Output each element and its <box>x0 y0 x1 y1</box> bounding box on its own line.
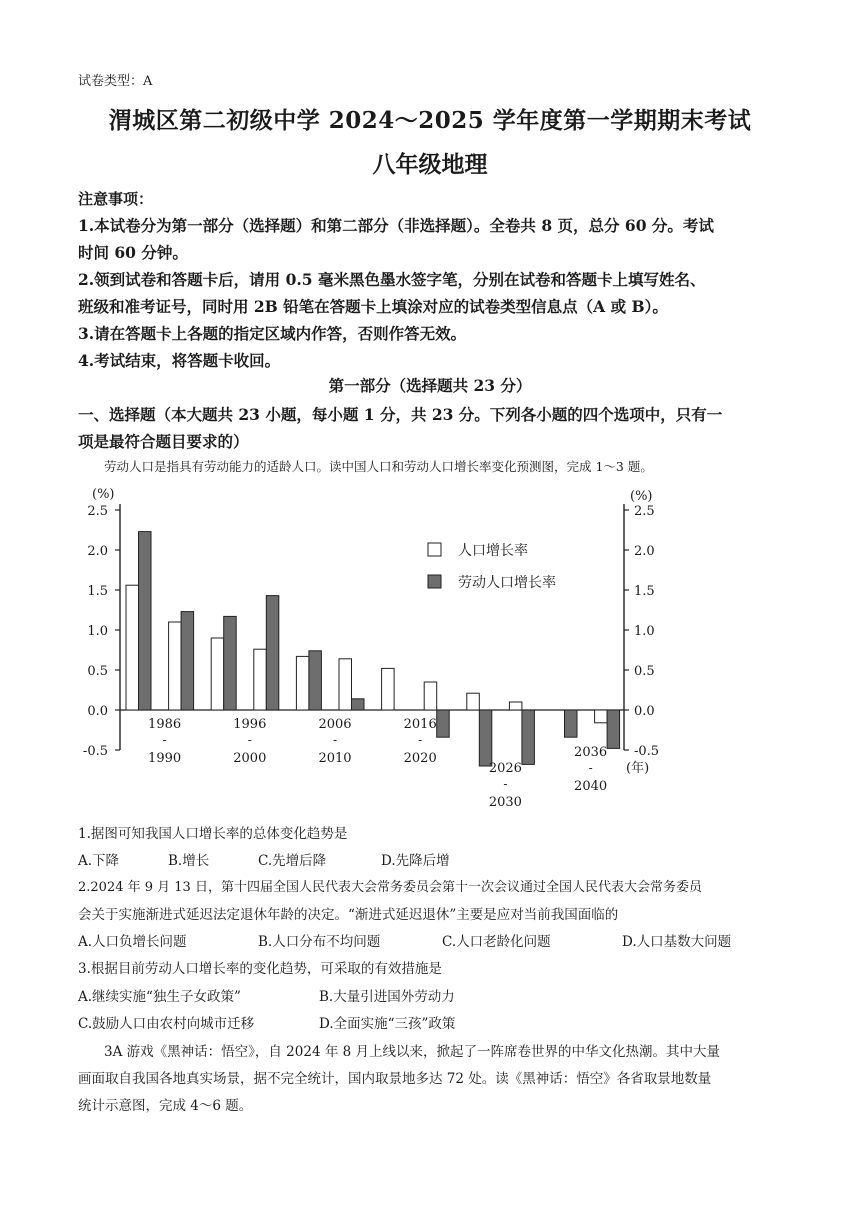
bar-labor-growth <box>224 616 237 710</box>
y-tick-label-left: 0.0 <box>87 704 108 719</box>
section-heading: 项是最符合题目要求的） <box>78 432 249 451</box>
x-tick-label-dash: - <box>247 733 252 747</box>
x-tick-label-start: 2036 <box>574 745 608 760</box>
chart-intro: 劳动人口是指具有劳动能力的适龄人口。读中国人口和劳动人口增长率变化预测图，完成 1～3 题。 <box>104 459 653 474</box>
bar-labor-growth <box>352 699 365 710</box>
notice-line: 3.请在答题卡上各题的指定区域内作答，否则作答无效。 <box>78 324 467 343</box>
option-2a: A.人口负增长问题 <box>78 934 187 950</box>
notice-line: 1.本试卷分为第一部分（选择题）和第二部分（非选择题）。全卷共 8 页，总分 60 分。考试 <box>78 216 714 235</box>
x-tick-label-dash: - <box>418 733 423 747</box>
question-2-stem: 会关于实施渐进式延迟法定退休年龄的决定。“渐进式延迟退休”主要是应对当前我国面临的 <box>78 907 619 923</box>
passage-line: 统计示意图，完成 4～6 题。 <box>78 1098 253 1114</box>
y-tick-label-right: -0.5 <box>634 744 660 759</box>
question-1-stem: 1.据图可知我国人口增长率的总体变化趋势是 <box>78 826 348 842</box>
bar-labor-growth <box>181 612 194 710</box>
bar-population-growth <box>339 659 352 710</box>
y-tick-label-right: 1.0 <box>634 624 655 639</box>
notice-line: 2.领到试卷和答题卡后，请用 0.5 毫米黑色墨水签字笔，分别在试卷和答题卡上填写姓名、 <box>78 270 706 289</box>
option-1c: C.先增后降 <box>258 853 327 869</box>
bar-population-growth <box>296 656 309 710</box>
y-tick-label-right: 0.5 <box>634 664 655 679</box>
bar-population-growth <box>254 649 266 710</box>
exam-subject: 八年级地理 <box>372 151 488 178</box>
passage-line: 3A 游戏《黑神话：悟空》，自 2024 年 8 月上线以来，掀起了一阵席卷世界的中华文化热潮。其中大量 <box>104 1044 720 1060</box>
option-1b: B.增长 <box>168 853 210 869</box>
x-tick-label-end: 2020 <box>403 751 437 766</box>
x-tick-label-start: 2026 <box>488 761 522 776</box>
legend-swatch-population <box>428 543 441 556</box>
y-tick-label-right: 0.0 <box>634 704 655 719</box>
legend-label-population: 人口增长率 <box>458 543 528 559</box>
bar-population-growth <box>169 622 182 710</box>
question-3-stem: 3.根据目前劳动人口增长率的变化趋势，可采取的有效措施是 <box>78 961 442 977</box>
legend-swatch-labor <box>428 575 441 588</box>
bar-population-growth <box>509 702 522 710</box>
notice-heading: 注意事项： <box>78 190 154 208</box>
bar-labor-growth <box>309 651 322 710</box>
y-unit-right: (%) <box>630 489 653 504</box>
notice-line: 4.考试结束，将答题卡收回。 <box>78 351 281 370</box>
bar-population-growth <box>595 710 608 723</box>
x-unit: (年) <box>626 761 650 776</box>
x-tick-label-start: 2016 <box>403 717 437 732</box>
option-3d: D.全面实施“三孩”政策 <box>319 1016 456 1032</box>
x-tick-label-start: 1986 <box>148 717 182 732</box>
option-3a: A.继续实施“独生子女政策” <box>78 989 241 1005</box>
bar-labor-growth <box>139 532 152 710</box>
bar-population-growth <box>126 585 139 710</box>
x-tick-label-end: 2030 <box>488 795 522 810</box>
exam-title: 渭城区第二初级中学 2024～2025 学年度第一学期期末考试 <box>108 107 752 134</box>
y-tick-label-left: 1.5 <box>87 584 108 599</box>
y-tick-label-right: 1.5 <box>634 584 655 599</box>
y-tick-label-left: 2.0 <box>87 544 108 559</box>
option-3c: C.鼓励人口由农村向城市迁移 <box>78 1016 255 1032</box>
y-tick-label-left: 0.5 <box>87 664 108 679</box>
option-3b: B.大量引进国外劳动力 <box>319 989 455 1005</box>
bar-labor-growth <box>479 710 492 766</box>
x-tick-label-dash: - <box>588 761 593 775</box>
y-tick-label-right: 2.0 <box>634 544 655 559</box>
question-2-stem: 2.2024 年 9 月 13 日，第十四届全国人民代表大会常务委员会第十一次会议通过全国人民代表大会常务委员 <box>78 880 702 895</box>
y-unit-left: (%) <box>92 487 115 502</box>
y-tick-label-left: 1.0 <box>87 624 108 639</box>
y-tick-label-right: 2.5 <box>634 504 655 519</box>
legend-label-labor: 劳动人口增长率 <box>458 575 556 591</box>
option-2b: B.人口分布不均问题 <box>258 934 381 950</box>
x-tick-label-end: 1990 <box>148 751 182 766</box>
x-tick-label-start: 2006 <box>318 717 352 732</box>
bar-population-growth <box>467 693 480 710</box>
x-tick-label-end: 2040 <box>574 779 608 794</box>
bar-population-growth <box>211 638 224 710</box>
option-1d: D.先降后增 <box>381 853 450 869</box>
population-growth-chart <box>76 476 676 822</box>
y-tick-label-left: 2.5 <box>87 504 108 519</box>
x-tick-label-end: 2010 <box>318 751 352 766</box>
bar-labor-growth <box>266 596 279 710</box>
bar-labor-growth <box>565 710 578 737</box>
x-tick-label-dash: - <box>162 733 167 747</box>
bar-population-growth <box>424 682 437 710</box>
section-heading: 一、选择题（本大题共 23 小题，每小题 1 分，共 23 分。下列各小题的四个选项中，只有一 <box>78 405 723 424</box>
notice-line: 时间 60 分钟。 <box>78 243 188 262</box>
part-heading: 第一部分（选择题共 23 分） <box>328 376 532 395</box>
option-1a: A.下降 <box>78 853 120 869</box>
x-tick-label-dash: - <box>332 733 338 747</box>
notice-line: 班级和准考证号，同时用 2B 铅笔在答题卡上填涂对应的试卷类型信息点（A 或 B）。 <box>78 297 668 316</box>
paper-type: 试卷类型：A <box>78 74 153 89</box>
bar-population-growth <box>382 668 395 710</box>
bar-labor-growth <box>522 710 535 764</box>
bar-labor-growth <box>437 710 450 737</box>
y-tick-label-left: -0.5 <box>82 744 108 759</box>
x-tick-label-dash: - <box>503 777 508 791</box>
bar-labor-growth <box>607 710 620 748</box>
passage-line: 画面取自我国各地真实场景，据不完全统计，国内取景地多达 72 处。读《黑神话：悟空》各省取景地数量 <box>78 1071 712 1087</box>
x-tick-label-start: 1996 <box>233 717 267 732</box>
option-2d: D.人口基数大问题 <box>622 934 732 950</box>
option-2c: C.人口老龄化问题 <box>442 934 551 950</box>
x-tick-label-end: 2000 <box>233 751 267 766</box>
